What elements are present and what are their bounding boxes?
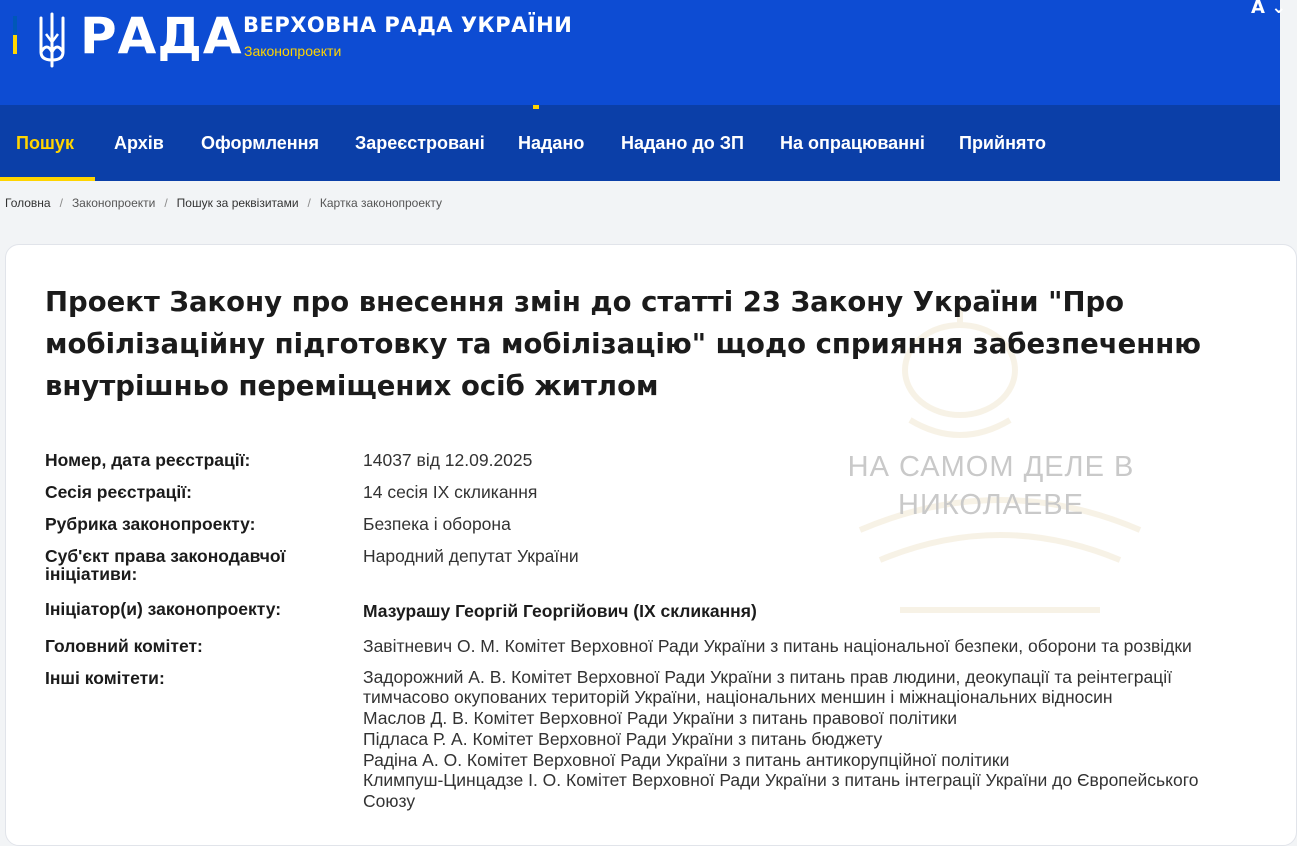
field-label-session: Сесія реєстрації:	[45, 482, 192, 502]
site-header	[0, 0, 1287, 105]
nav-item-adopted[interactable]: Прийнято	[959, 133, 1047, 153]
breadcrumb-home[interactable]: Головна	[5, 196, 51, 210]
field-label-initiative-subject: Суб'єкт права законодавчої ініціативи:	[45, 546, 286, 584]
breadcrumb-separator: /	[164, 196, 168, 210]
bill-title: Проект Закону про внесення змін до статті 23 Закону України "Про мобілізаційну підготовку та мобілізацію" щодо сприяння забезпеченню внутрішньо переміщених осіб житлом	[45, 286, 1201, 402]
breadcrumb-bills[interactable]: Законопроекти	[71, 196, 156, 210]
site-title[interactable]: ВЕРХОВНА РАДА УКРАЇНИ	[243, 13, 573, 37]
other-committee-line: Підласа Р. А. Комітет Верховної Ради України з питань бюджету	[363, 729, 883, 749]
breadcrumb-search-by-details[interactable]: Пошук за реквізитами	[176, 196, 299, 210]
nav-active-underline	[0, 177, 95, 181]
field-value-main-committee: Завітневич О. М. Комітет Верховної Ради України з питань національної безпеки, оборони та розвідки	[363, 636, 1192, 656]
field-value-session: 14 сесія IX скликання	[363, 482, 538, 502]
breadcrumb	[5, 196, 442, 210]
font-size-toggle[interactable]: A ⌄	[1251, 0, 1286, 18]
other-committee-line: Маслов Д. В. Комітет Верховної Ради України з питань правової політики	[363, 708, 957, 728]
field-value-rubric: Безпека і оборона	[363, 514, 511, 534]
watermark-line-2: НИКОЛАЕВЕ	[898, 489, 1084, 521]
site-subtitle[interactable]: Законопроекти	[244, 43, 342, 59]
field-value-initiative-subject: Народний депутат України	[363, 546, 579, 566]
breadcrumb-separator: /	[59, 196, 63, 210]
other-committee-line: Радіна А. О. Комітет Верховної Ради України з питань антикорупційної політики	[363, 750, 1010, 770]
field-value-number-date: 14037 від 12.09.2025	[363, 450, 533, 470]
other-committee-line: Союзу	[363, 791, 416, 811]
breadcrumb-current: Картка законопроекту	[319, 196, 443, 210]
nav-item-design[interactable]: Оформлення	[201, 133, 320, 153]
field-label-initiators: Ініціатор(и) законопроекту:	[45, 599, 282, 619]
field-label-rubric: Рубрика законопроекту:	[45, 514, 256, 534]
nav-item-in-progress[interactable]: На опрацюванні	[780, 133, 925, 153]
other-committee-line: Задорожний А. В. Комітет Верховної Ради України з питань прав людини, деокупації та реінтеграції	[363, 667, 1172, 687]
logo-text[interactable]: РАДА	[80, 7, 243, 65]
font-size-label: A	[1251, 0, 1265, 18]
nav-item-search[interactable]: Пошук	[16, 133, 74, 153]
breadcrumb-separator: /	[307, 196, 311, 210]
nav-item-submitted[interactable]: Надано	[518, 133, 585, 153]
field-label-main-committee: Головний комітет:	[45, 636, 203, 656]
watermark-line-1: НА САМОМ ДЕЛЕ В	[847, 451, 1135, 483]
nav-item-archive[interactable]: Архів	[114, 133, 164, 153]
nav-item-registered[interactable]: Зареєстровані	[355, 133, 485, 153]
other-committee-line: тимчасово окупованих територій України, національних меншин і міжнаціональних відносин	[363, 687, 1113, 707]
field-label-other-committees: Інші комітети:	[45, 668, 165, 688]
watermark-text	[836, 448, 1146, 524]
trident-icon[interactable]	[33, 12, 71, 68]
field-label-number-date: Номер, дата реєстрації:	[45, 450, 251, 470]
field-value-initiators[interactable]: Мазурашу Георгій Георгійович (IX скликання)	[363, 601, 757, 621]
main-nav	[0, 105, 1280, 181]
flag-stripe	[13, 16, 17, 54]
nav-item-submitted-to-plenary[interactable]: Надано до ЗП	[621, 133, 744, 153]
other-committee-line: Климпуш-Цинцадзе І. О. Комітет Верховної Ради України з питань інтеграції України до Європейського	[363, 770, 1199, 790]
